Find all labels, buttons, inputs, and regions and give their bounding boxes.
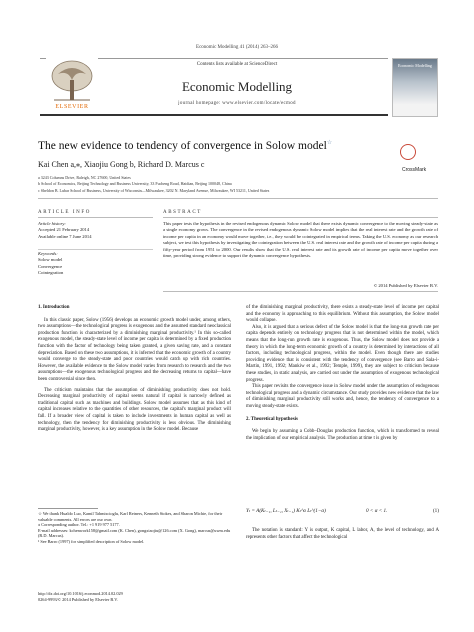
elsevier-tree-logo (46, 58, 98, 104)
footnotes (38, 511, 231, 545)
abstract-text: This paper tests the hypothesis in the revised endogenous dynamic Solow model that there exists dynamic convergence to the moving steady-state as a single economy grows. The convergence in the revised endogenous dynamic Solow model implies that the real interest rate and the growth rate of income per capita in an economy would move together, i.e., they would be cointegrated in empirical terms. Taking the U.S. economy as our research subject, we test this hypothesis by investigating the cointegration between the U.S. real interest rate and the growth rate of income per capita during a fifty-year period from 1951 to 2000. Our results show that the U.S. real interest rate and its growth rate of income per capita move together over time, providing strong evidence to support the dynamic convergence hypothesis. (163, 221, 438, 259)
footnote: ¹ See Barro (1997) for simplified description of Solow model. (38, 538, 145, 544)
abstract-heading: ABSTRACT (163, 210, 202, 215)
article-history (38, 221, 153, 240)
doi-link[interactable]: http://dx.doi.org/10.1016/j.econmod.2014.02.029 (38, 591, 123, 596)
keyword-item: Solow model (38, 257, 63, 263)
divider (38, 249, 153, 250)
accepted-date: Accepted 21 February 2014 (38, 227, 90, 233)
copyright-notice: © 2014 Published by Elsevier B.V. (373, 283, 438, 288)
section2-heading: 2. Theoretical hypothesis (246, 416, 298, 422)
introduction-heading: 1. Introduction (38, 305, 70, 310)
footnote: ⁎ Corresponding author. Tel.: +1 919 977 5177. (38, 522, 120, 528)
title-footnote-mark[interactable]: ☆ (326, 140, 333, 146)
cover-title: Economic Modelling (398, 63, 432, 68)
equation-condition: 0 < α < 1. (366, 508, 388, 514)
history-label: Article history: (38, 221, 66, 226)
divider (38, 217, 153, 218)
body-paragraph: of the diminishing marginal productivity, there exists a steady-state level of income per capital and the economy is approaching to this equilibrium. Without this assumption, the Solow model would collapse. (246, 305, 439, 324)
affiliation-a: a 3243 Columns Drive, Raleigh, NC 27600, United States (38, 175, 131, 180)
left-column (38, 305, 231, 434)
body-paragraph: Also, it is argued that a serious defect of the Solow model is that the long-run growth rate per capita depends entirely on technology progress that is not determined within the model, which means that the long-run growth rate is exogenous. Thus, the Solow model does not provide a theory in which the long-term economic growth of a country is determined by interactions of all factors, including technological progress, within the model. Even though there are studies providing evidence that is consistent with the tendency of convergence (see Barro and Sala-i-Martin, 1991, 1992; Mankiw et al., 1992; Temple, 1999), they are subject to criticism because these studies, in static analysis, are carried out under the assumption of exogenous technological progress. (246, 324, 439, 383)
right-column (246, 305, 439, 442)
journal-name: Economic Modelling (181, 79, 293, 94)
crossmark-label: CrossMark (402, 167, 427, 174)
journal-homepage-link[interactable]: journal homepage: www.elsevier.com/locate/ecmod (178, 101, 296, 106)
journal-reference: Economic Modelling 41 (2014) 263–266 (196, 45, 278, 50)
keywords-label: Keywords: (38, 251, 58, 256)
crossmark-icon (400, 144, 416, 160)
equation-formula: Yₜ = A(Kₜ₋₁, Lₜ₋₁, Xₜ₋₁) Kₜ^α Lₜ^(1−α) (246, 508, 326, 514)
body-paragraph: The criticism maintains that the assumption of diminishing productivity does not hold. Decreasing marginal productivity of capital seems natural if capital is narrowly defined as traditional capital such as machines and buildings. Solow model assumes that as this kind of capital increases relative to the quantities of other resources, the capital's marginal product will fall. If a broader view of capital is taken to include investments in human capital as well as technology, then the tendency for diminishing productivity is less obvious. The diminishing marginal productivity, however, is a key assumption in the Solow model. Because (38, 387, 231, 433)
body-paragraph: We begin by assuming a Cobb–Douglas production function, which is transformed to reveal the implication of our empirical analysis. The production at time t is given by (246, 429, 439, 441)
notation-paragraph: The notation is standard: Y is output, K capital, L labor, A, the level of technology, and A represents other factors that affect the technological (246, 528, 439, 540)
issn-copyright: 0264-9993/© 2014 Published by Elsevier B.V. (38, 596, 118, 602)
affiliation-c: c Sheldon B. Lubar School of Business, University of Wisconsin—Milwaukee, 3202 N. Maryland Avenue, Milwaukee, WI 53211, United States (38, 187, 270, 193)
elsevier-wordmark: ELSEVIER (55, 104, 89, 110)
divider (38, 198, 438, 199)
available-date: Available online 7 June 2014 (38, 233, 92, 239)
footnote-divider (38, 508, 98, 509)
author-list: Kai Chen a,⁎, Xiaojiu Gong b, Richard D. Marcus c (38, 160, 205, 169)
divider (163, 291, 438, 292)
equation-number: (1) (432, 508, 439, 514)
keywords-block (38, 251, 153, 276)
keyword-item: Convergence (38, 263, 63, 269)
journal-cover-thumbnail (392, 58, 438, 117)
doi-block (38, 591, 231, 603)
contents-available-line[interactable]: Contents lists available at ScienceDirect (196, 62, 278, 67)
body-paragraph: This paper revisits the convergence issue in Solow model under the assumption of endogenous technological progress and a dynamic circumstance. Our study provides new evidence that the law of diminishing marginal productivity still works and, hence, the tendency of convergence to a moving steady-state exists. (246, 384, 439, 409)
production-equation (246, 508, 439, 541)
footnote: ☆ We thank Hualdo Luo, Kamil Tahmiscioglu, Karl Reiners, Kenneth Stokes, and Sharon Michie, for their valuable comments. All errors are our own. (38, 511, 223, 522)
article-title (38, 139, 378, 152)
affiliations (38, 175, 438, 194)
article-title-text: The new evidence to tendency of convergence in Solow model (38, 139, 327, 152)
body-paragraph: In this classic paper, Solow (1956) develops an economic growth model under, among others, two assumptions—the technological progress is exogenous and the assumed standard neoclassical production function is characterized by a diminishing marginal productivity.¹ In this so-called exogenous model, the steady-state level of income per capita is determined by a fixed production function with the factor of technology being taken granted, a given saving rate, and a constant depreciation. Based on these two assumptions, it is inferred that the economic growth of a country would converge to the steady-state and poor countries would catch up with rich countries. However, the available evidence to the Solow model varies from research to research and the two assumptions—the exogenous technological progress and the decreasing returns to capital—have been controversial since then. (38, 317, 231, 382)
crossmark-button[interactable] (400, 143, 442, 174)
article-info-heading: ARTICLE INFO (38, 210, 91, 215)
keyword-item: Cointegration (38, 269, 64, 275)
divider (163, 217, 438, 218)
affiliation-b: b School of Economics, Beijing Technology and Business University, 33 Fucheng Road, Haidian, Beijing 100048, China (38, 181, 232, 187)
footnote[interactable]: E-mail addresses: kchenwork158@gmail.com (K. Chen), gongxiaojiu@126.com (X. Gong), marcus@uwm.edu (R.D. Marcus). (38, 527, 231, 539)
